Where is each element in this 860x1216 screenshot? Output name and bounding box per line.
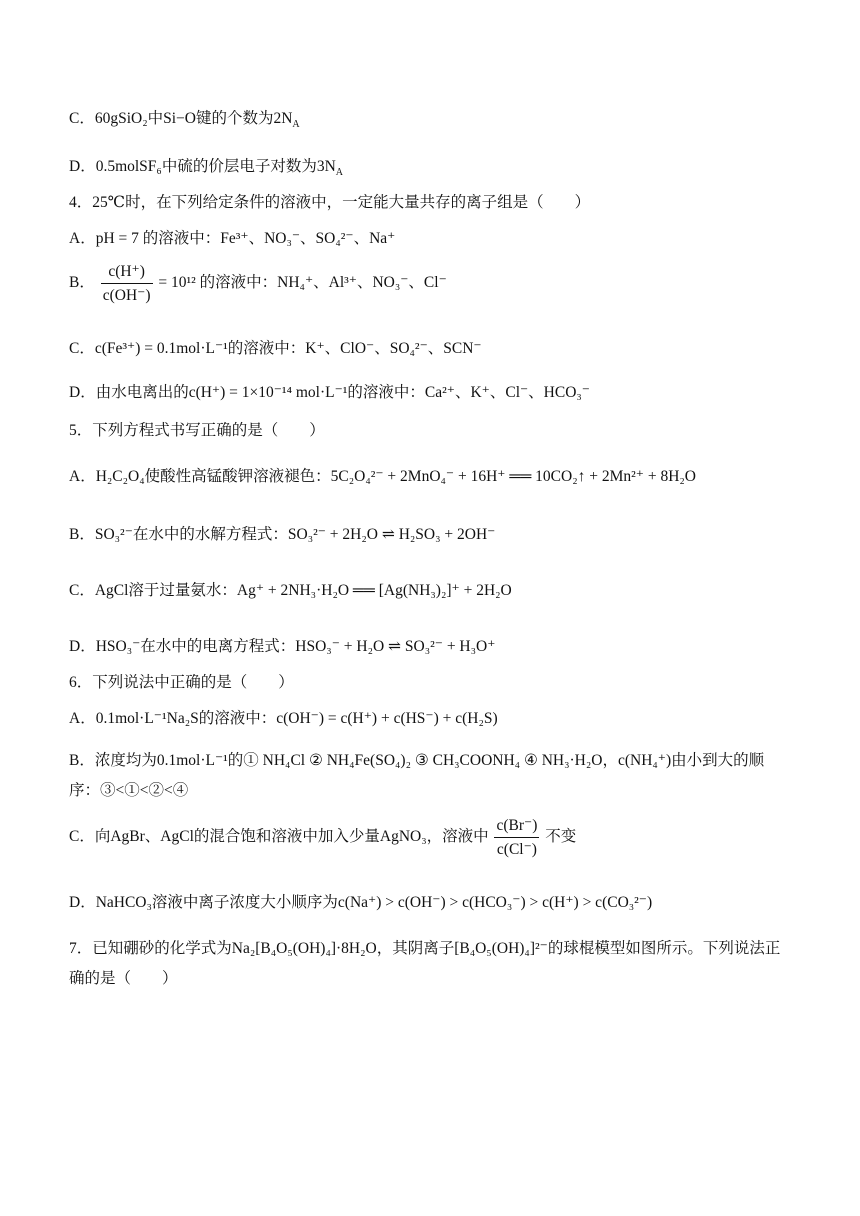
option-4d: D．由水电离出的c(H⁺) = 1×10⁻¹⁴ mol·L⁻¹的溶液中：Ca²⁺、K⁺、Cl⁻、HCO₃⁻ — [69, 384, 590, 401]
option-5b: B．SO₃²⁻在水中的水解方程式：SO₃²⁻ + 2H₂O ⇌ H₂SO₃ + 2OH⁻ — [69, 526, 496, 543]
fraction-denominator: c(Cl⁻) — [496, 841, 537, 858]
option-text-tail: 不变 — [545, 828, 577, 846]
fraction-numerator: c(Br⁻) — [494, 816, 539, 838]
option-5a: A．H₂C₂O₄使酸性高锰酸钾溶液褪色：5C₂O₄²⁻ + 2MnO₄⁻ + 16H⁺ ══ 10CO₂↑ + 2Mn²⁺ + 8H₂O — [69, 468, 697, 485]
option-4b — [69, 262, 447, 305]
line-q3d: D．0.5molSF₆中硫的价层电子对数为$3N_A$ — [69, 158, 344, 179]
option-label: B． — [69, 274, 95, 292]
option-6c — [69, 816, 576, 859]
option-5c: C．AgCl溶于过量氨水：Ag⁺ + 2NH₃·H₂O ══ [Ag(NH₃)₂]⁺ + 2H₂O — [69, 582, 512, 599]
option-4c: C．c(Fe³⁺) = 0.1mol·L⁻¹的溶液中：K⁺、ClO⁻、SO₄²⁻、SCN⁻ — [69, 340, 482, 357]
option-4a: A．pH = 7 的溶液中：Fe³⁺、NO₃⁻、SO₄²⁻、Na⁺ — [69, 230, 396, 247]
line-q3c: C．60gSiO₂中Si−O键的个数为$2N_A$ — [69, 110, 300, 131]
option-text: C．向AgBr、AgCl的混合饱和溶液中加入少量AgNO₃，溶液中 — [69, 828, 489, 846]
option-6d: D．NaHCO₃溶液中离子浓度大小顺序为c(Na⁺) > c(OH⁻) > c(HCO₃⁻) > c(H⁺) > c(CO₃²⁻) — [69, 894, 653, 911]
fraction-br-cl — [494, 816, 539, 859]
fraction-numerator: c(H⁺) — [101, 262, 153, 284]
question-7: 7．已知硼砂的化学式为Na₂[B₄O₅(OH)₄]·8H₂O，其阴离子[B₄O₅(OH)₄]²⁻的球棍模型如图所示。下列说法正确的是（ ） — [69, 940, 781, 987]
option-text: = 10¹² 的溶液中：NH₄⁺、Al³⁺、NO₃⁻、Cl⁻ — [158, 274, 447, 292]
option-6a: A．0.1mol·L⁻¹Na₂S的溶液中：c(OH⁻) = c(H⁺) + c(HS⁻) + c(H₂S) — [69, 710, 498, 727]
option-6b: B．浓度均为0.1mol·L⁻¹的① NH₄Cl ② NH₄Fe(SO₄)₂ ③ CH₃COONH₄ ④ NH₃·H₂O，c(NH₄⁺)由小到大的顺序：③<①<②<④ — [69, 752, 765, 799]
option-5d: D．HSO₃⁻在水中的电离方程式：HSO₃⁻ + H₂O ⇌ SO₃²⁻ + H₃O⁺ — [69, 638, 496, 655]
fraction-denominator: c(OH⁻) — [102, 287, 151, 304]
question-6: 6．下列说法中正确的是（ ） — [69, 674, 294, 691]
question-5: 5．下列方程式书写正确的是（ ） — [69, 422, 325, 439]
question-4: 4．25℃时，在下列给定条件的溶液中，一定能大量共存的离子组是（ ） — [69, 194, 591, 211]
fraction-h-oh — [101, 262, 153, 305]
